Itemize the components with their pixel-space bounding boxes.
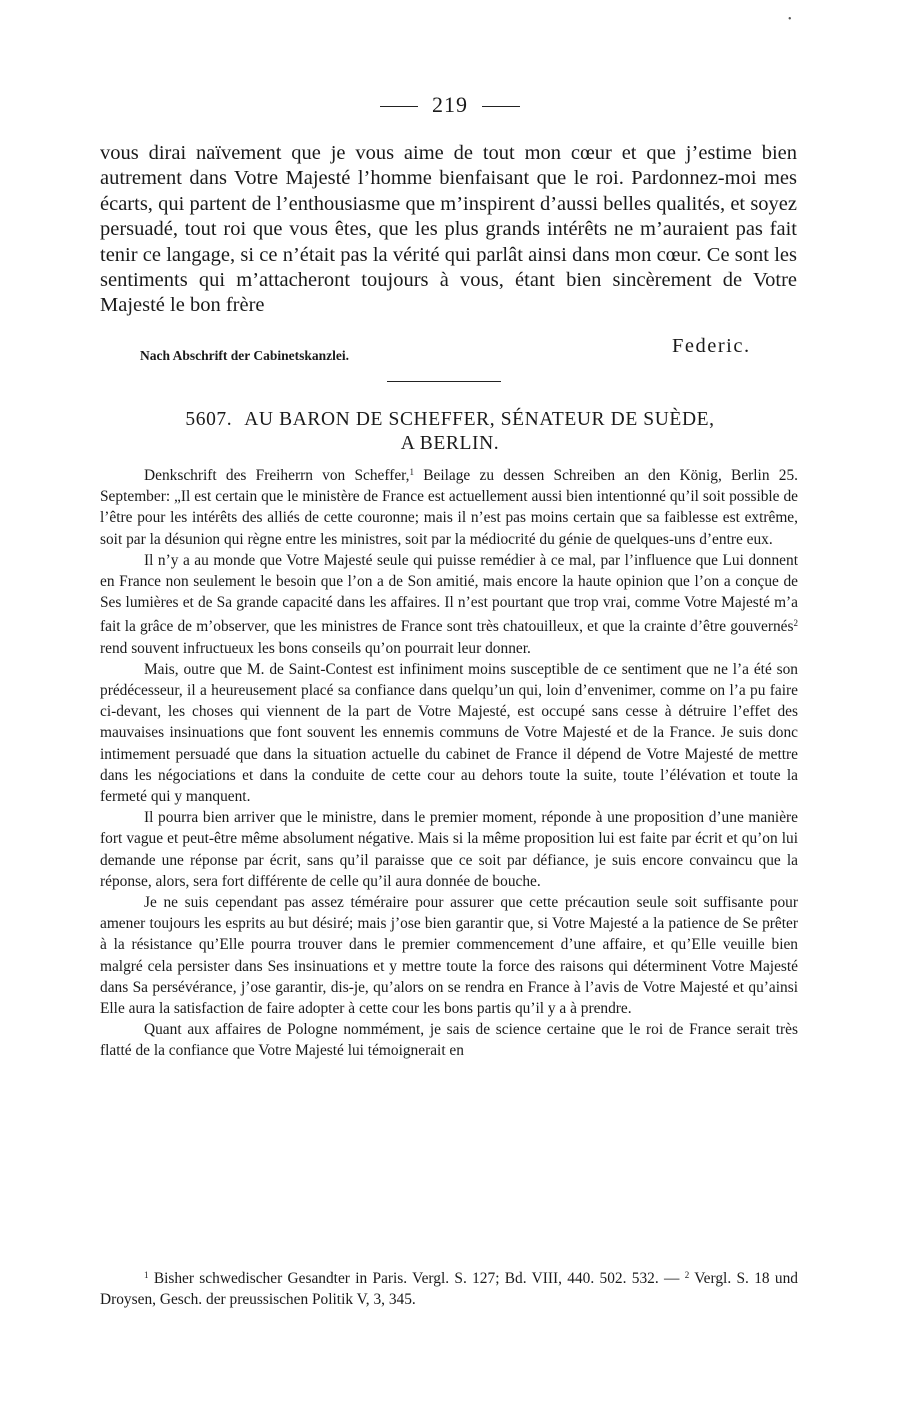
paragraph-3: Mais, outre que M. de Saint-Contest est infiniment moins susceptible de ce sentiment que ne l’a été son prédécesseur, il a heureusement placé sa confiance dans quelqu’un qui, loin d’envenimer, comme on l’a pu faire ci-devant, les choses qui viennent de la part de Votre Majesté, est occupé sans cesse à détruire l’effet des mauvaises insinuations que font souvent les ennemis communs de Votre Majesté et de la France. Je suis donc intimement persuadé que dans la situation actuelle du cabinet de France il dépend de Votre Majesté de mettre dans les négociations et dans la conduite de cette cour au dehors toute la suite, toute l’élévation et toute la fermeté qui y manquent. xyxy=(100,660,798,806)
paragraph-2-text-b: rend souvent infructueux les bons conseils qu’on pourrait leur donner. xyxy=(100,639,531,657)
footnote-marker-2: 2 xyxy=(684,1270,690,1280)
paragraph-2 xyxy=(100,550,798,659)
heading-line-2: A BERLIN. xyxy=(400,433,500,454)
paragraph-1 xyxy=(100,462,798,550)
page-number-dash-left xyxy=(380,106,418,107)
footnote-block xyxy=(100,1265,798,1311)
heading-line-1 xyxy=(110,408,790,432)
footnote-ref-1: 1 xyxy=(409,467,415,477)
letter-continuation: vous dirai naïvement que je vous aime de tout mon cœur et que j’estime bien autrement dans Votre Majesté l’homme bienfaisant que le roi. Pardonnez-moi mes écarts, qui partent de l’enthousiasme que m’inspirent d’aussi belles qualités, et soyez persuadé, tout roi que vous êtes, que les plus grands intérêts ne m’auraient pas fait tenir ce langage, si ce n’était pas la vérité qui parlât ainsi dans mon cœur. Ce sont les sentiments qui m’attacheront toujours à vous, étant bien sincèrement de Votre Majesté le bon frère xyxy=(100,142,797,317)
footnotes xyxy=(100,1265,798,1311)
footnote-2-text: Vergl. S. 18 und Droysen, Gesch. der preussischen Politik V, 3, 345. xyxy=(100,1270,798,1309)
paragraph-5: Je ne suis cependant pas assez téméraire pour assurer que cette précaution seule soit suffisante pour amener toujours les esprits au but désiré; mais j’ose bien garantir que, si Votre Majesté a la patience de Se prêter à la résistance qu’Elle pourra trouver dans le premier commencement d’une affaire, et qu’Elle veuille bien malgré cela persister dans Ses insinuations et y mettre toute la force des raisons qui déterminent Votre Majesté dans Sa persévérance, j’ose garantir, dis-je, qu’alors on se rendra en France à l’avis de Votre Majesté et qu’ainsi Elle aura la satisfaction de faire adopter à cette cour les bons partis qu’il y a à prendre. xyxy=(100,894,798,1018)
document-heading xyxy=(110,408,790,456)
page-number-dash-right xyxy=(482,106,520,107)
letter-signature: Federic. xyxy=(672,335,751,357)
footnote-1-text: Bisher schwedischer Gesandter in Paris. Vergl. S. 127; Bd. VIII, 440. 502. 532. — xyxy=(148,1270,685,1287)
section-divider xyxy=(387,381,501,382)
paragraph-1-text-a: Denkschrift des Freiherrn von Scheffer, xyxy=(144,467,410,484)
memorandum-body xyxy=(100,462,798,1062)
footnote-marker-1: 1 xyxy=(144,1270,149,1280)
page-number: 219 xyxy=(432,92,468,117)
document-number: 5607. xyxy=(185,409,233,430)
source-note: Nach Abschrift der Cabinetskanzlei. xyxy=(140,348,350,363)
paragraph-1-text-b: Beilage zu dessen Schreiben an den König, Berlin 25. September: „Il est certain que le ministère de France est actuellement aussi bien intentionné qu’il soit possible de l’être pour les intérêts des alliés de cette couronne; mais il n’est pas moins certain que sa faiblesse est extrême, soit par la désunion qui règne entre les ministres, soit par la médiocrité du génie de quelques-uns d’entre eux. xyxy=(100,467,798,548)
paragraph-6: Quant aux affaires de Pologne nommément, je sais de science certaine que le roi de France serait très flatté de la confiance que Votre Majesté lui témoignerait en xyxy=(100,1021,798,1060)
footnote-ref-2: 2 xyxy=(793,618,798,629)
page-mark: • xyxy=(788,14,792,25)
heading-title: AU BARON DE SCHEFFER, SÉNATEUR DE SUÈDE, xyxy=(244,409,715,430)
paragraph-2-text-a: Il n’y a au monde que Votre Majesté seule qui puisse remédier à ce mal, par l’influence que Lui donnent en France non seulement le besoin que l’on a de Son amitié, mais encore la haute opinion que l’on a conçue de Ses lumières et de Sa grande capacité dans les affaires. Il n’est pourtant que trop vrai, comme Votre Majesté m’a fait la grâce de m’observer, que les ministres de France sont très chatouilleux, et que la crainte d’être gouvernés xyxy=(100,551,798,636)
page-number-header xyxy=(0,92,900,118)
paragraph-4: Il pourra bien arriver que le ministre, dans le premier moment, réponde à une proposition d’une manière fort vague et peut-être même absolument négative. Mais si la même proposition lui est faite par écrit et qu’on lui demande une réponse par écrit, sans qu’il paraisse que ce soit par défiance, je suis encore convaincu que la réponse, alors, sera fort différente de celle qu’il aura donnée de bouche. xyxy=(100,809,798,890)
